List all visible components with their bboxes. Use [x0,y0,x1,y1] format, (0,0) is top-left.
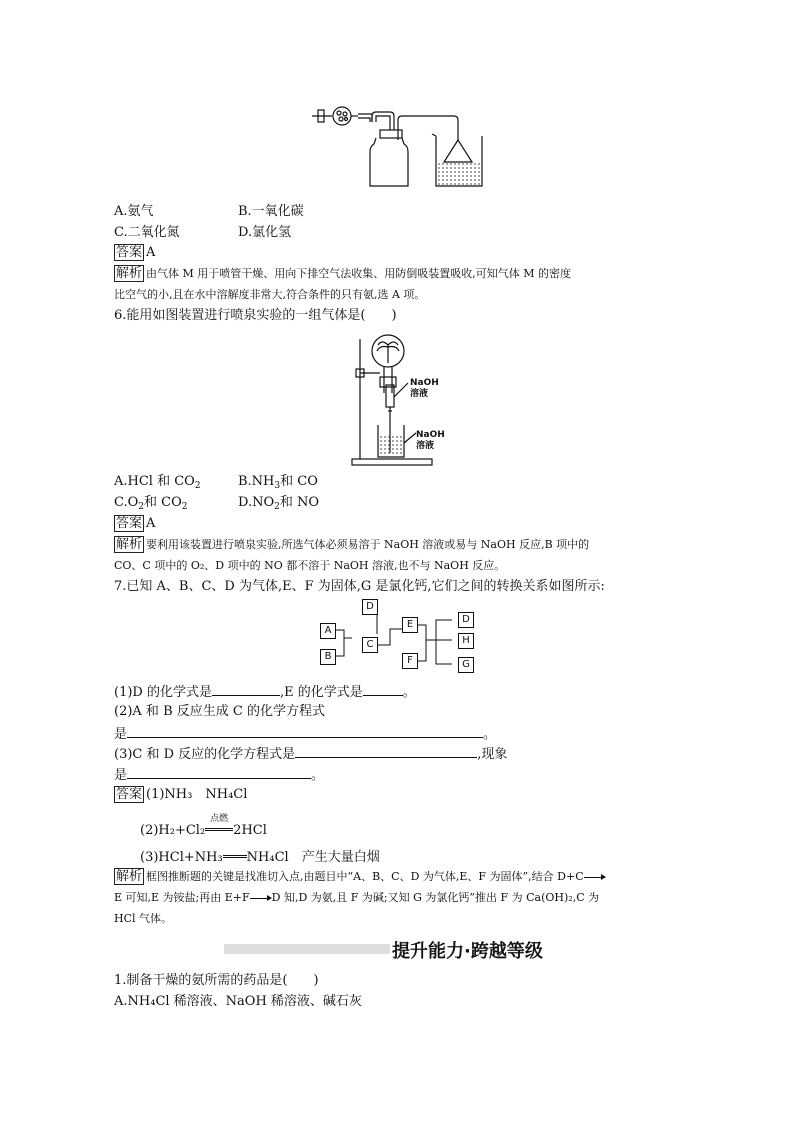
analysis-tag: 解析 [116,869,143,884]
flow-box-f: F [402,653,418,669]
q5-options-row-1 [114,203,304,221]
q7-sub-3 [114,744,507,764]
q5-option-c: C.二氧化氮 [114,225,180,240]
q7-sub-1 [114,682,416,702]
q7-answer-1-text: (1)NH₃ NH₄Cl [146,787,248,802]
q5-analysis-line-2 [114,286,425,304]
flow-box-d2: D [458,612,474,628]
answer-tag: 答案 [116,245,143,260]
q7-sub-1-text-c: 。 [402,685,416,700]
naoh-label-top-2: 溶液 [410,389,429,399]
q7-sub-3-text-c: 是 [114,768,128,783]
q7-answer-3-post: NH₄Cl 产生大量白烟 [246,850,380,865]
analysis-tag: 解析 [116,537,143,552]
q6-option-a: A.HCl 和 $CO_2$ [114,474,201,491]
q5-answer-value: A [146,245,156,260]
answer-tag: 答案 [116,516,143,531]
q7-answer-3 [140,847,380,867]
q7-sub-3-answer-line [114,765,324,785]
conversion-flow-diagram [318,598,480,680]
flow-box-d: D [362,599,378,615]
q6-option-c: $C.O_2$和 $CO_2$ [114,495,188,512]
flow-box-a: A [320,623,336,639]
analysis-tag: 解析 [116,266,143,281]
q6-analysis-line-2 [114,557,505,575]
q6-answer [114,515,155,533]
q7-blank-1[interactable] [212,682,280,696]
q7-sub-2-text-b: 是 [114,727,128,742]
p1-stem: 1.制备干燥的氨所需的药品是( ) [114,973,319,988]
q7-answer-2-pre: (2)H₂+Cl₂ [140,823,206,838]
q7-sub-2-text-c: 。 [483,727,497,742]
q7-answer-3-pre: (3)HCl+NH₃ [140,850,223,865]
naoh-label-top [410,378,439,400]
q6-analysis-line-1 [114,536,589,554]
ignite-equals-sign [205,814,233,834]
q6-answer-value: A [146,516,156,531]
q7-analysis-text-2a: E 可知,E 为铵盐;再由 E+F [114,891,250,904]
q7-blank-3[interactable] [127,724,483,738]
naoh-label-top-1: NaOH [410,378,439,388]
q7-analysis-line-3: HCl 气体。 [114,912,173,925]
flow-box-c: C [362,637,378,653]
q6-stem: 6.能用如图装置进行喷泉实验的一组气体是( ) [114,308,397,323]
right-arrow-icon [250,893,272,903]
gas-collection-apparatus-figure [310,100,495,192]
q7-blank-5[interactable] [127,765,311,779]
q7-analysis-text-1: 框图推断题的关键是找准切入点,由题目中“A、B、C、D 为气体,E、F 为固体”,结合 D+C [146,870,584,883]
q6-option-b: $B.NH_3$和 CO [238,474,318,491]
q7-analysis-line-1 [114,868,606,886]
flow-box-h: H [458,633,474,649]
q7-sub-1-text-a: (1)D 的化学式是 [114,685,212,700]
section-title: 提升能力·跨越等级 [392,941,543,962]
q6-option-d: $D.NO_2$和 NO [238,495,320,512]
q7-blank-4[interactable] [295,744,477,758]
p1-option-a: A.NH₄Cl 稀溶液、NaOH 稀溶液、碱石灰 [114,994,362,1009]
q5-option-b: B.一氧化碳 [238,204,304,219]
q6-analysis-text-1: 要利用该装置进行喷泉实验,所选气体必须易溶于 NaOH 溶液或易与 NaOH 反应,B 项中的 [146,538,590,551]
q6-analysis-text-2: CO、C 项中的 O₂、D 项中的 NO 都不溶于 NaOH 溶液,也不与 NaOH 反应。 [114,559,506,572]
q7-answer-2 [140,814,267,840]
q5-analysis-text-1: 由气体 M 用于喷管干燥、用向下排空气法收集、用防倒吸装置吸收,可知气体 M 的密度 [146,267,572,280]
q5-analysis-text-2: 比空气的小,且在水中溶解度非常大,符合条件的只有氨,选 A 项。 [114,288,426,301]
q7-sub-3-text-a: (3)C 和 D 反应的化学方程式是 [114,747,296,762]
right-arrow-icon [584,872,606,882]
naoh-label-bottom [416,430,445,452]
q6-options-row-1 [114,473,318,495]
q7-blank-2[interactable] [363,682,403,696]
q7-sub-3-text-d: 。 [311,768,325,783]
answer-tag: 答案 [116,787,143,802]
q7-analysis-text-2b: D 知,D 为氨,且 F 为碱;又知 G 为氯化钙”推出 F 为 Ca(OH)₂,C 为 [271,891,600,904]
section-title-bar [224,944,390,954]
q5-answer [114,244,155,262]
ignite-condition-label: 点燃 [210,814,229,824]
flow-box-e: E [402,617,418,633]
q5-option-a: A.氨气 [114,204,154,219]
q5-option-d: D.氯化氢 [238,225,292,240]
q7-sub-3-text-b: ,现象 [477,747,508,762]
q7-answer-1 [114,786,247,804]
flow-box-b: B [320,649,336,665]
q7-sub-2-answer-line [114,724,496,744]
q7-analysis-line-2 [114,889,599,907]
q7-answer-2-post: 2HCl [233,823,267,838]
q5-options-row-2 [114,224,292,242]
q6-options-row-2 [114,494,320,516]
q7-stem: 7.已知 A、B、C、D 为气体,E、F 为固体,G 是氯化钙,它们之间的转换关系如图所示: [114,579,605,594]
flow-box-g: G [458,657,474,673]
naoh-label-bottom-2: 溶液 [416,441,435,451]
equals-sign [223,847,247,861]
q7-sub-1-text-b: ,E 的化学式是 [279,685,363,700]
naoh-label-bottom-1: NaOH [416,430,445,440]
q7-sub-2: (2)A 和 B 反应生成 C 的化学方程式 [114,704,325,719]
q5-analysis-line-1 [114,265,571,283]
